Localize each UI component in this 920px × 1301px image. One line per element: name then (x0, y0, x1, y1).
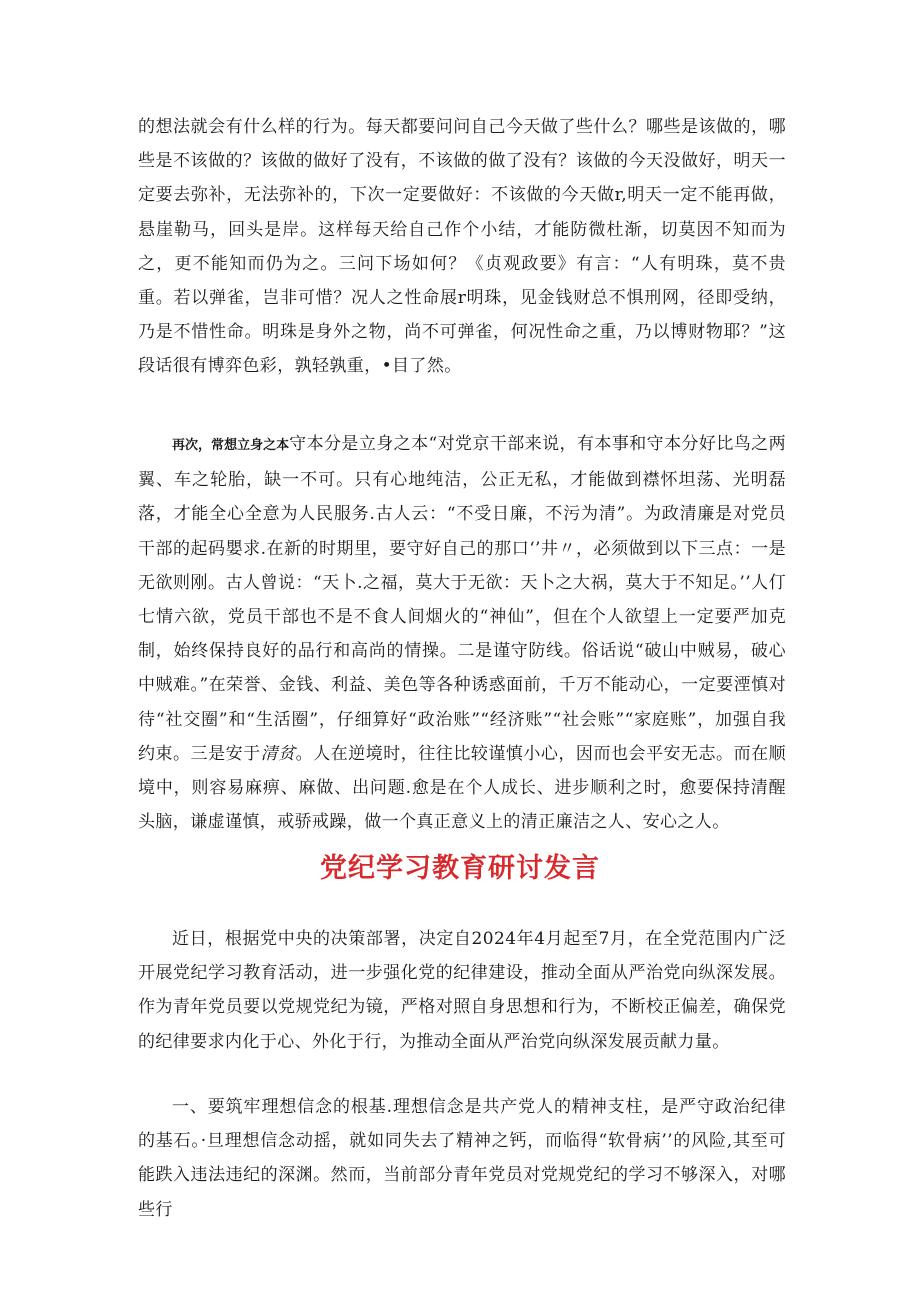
paragraph-body-part-1: 守本分是立身之本“对党京干部来说，有本事和守本分好比鸟之两翼、车之轮胎，缺一不可。只有心地纯洁，公正无私，才能做到襟怀坦荡、光明磊落，才能全心全意为人民服务.古人云：“不受日廉，不污为清”。为政清廉是对党员干部的起码嬰求.在新的时期里，要守好自己的那口‘’井〃，必须做到以下三点：一是无欲则刚。古人曾说：“天卜.之福，莫大于无欲：天卜之大祸，莫大于不知足。’’人仃七情六欲，党员干部也不是不食人间烟火的“神仙”，但在个人欲望上一定要严加克制，始终保持良好的品行和高尚的情操。二是谨守防线。俗话说“破山中贼易，破心中贼难。”在荣誉、金钱、利益、美色等各种诱惑面前，千万不能动心，一定要湮慎对待“社交圈”和“生活圈”，仔细算好“政治账”“经济账”“社会账”“家庭账”，加强自我约束。三是安于 (138, 434, 786, 764)
paragraph-lead-heading: 再次，常想立身之本 (172, 438, 290, 453)
paragraph-continuation: 的想法就会有什么样的行为。每天都要问问自己今天做了些什么？哪些是该做的，哪些是不该做的？该做的做好了没有，不该做的做了没有？该做的今天没做好，明天一定要去弥补，无法弥补的，下次一定要做好：不该做的今天做r,明天一定不能再做，悬崖勒马，回头是岸。这样每天给自己作个小结，才能防微杜渐，切莫因不知而为之，更不能知而仍为之。三问下场如何？《贞观政要》有言：“人有明珠，莫不贵重。若以弹雀，岂非可惜？况人之性命展r明珠，见金钱财总不惧刑网，径即受纳，乃是不惜性命。明珠是身外之物，尚不可弹雀，何况性命之重，乃以博财物耶？”这段话很有博弈色彩，孰轻孰重，•目了然。 (138, 117, 786, 377)
paragraph-italic-word: 清贫 (260, 743, 296, 764)
paragraph-stand-foundation (138, 427, 786, 839)
paragraph-body-part-2: 。人在逆境时，往往比较谨慎小心，因而也会平安无志。而在顺境中，则容易麻痹、麻做、出问题.愈是在个人成长、进步顺利之时，愈要保持清醒头脑，谦虚谨慎，戒骄戒躁，做一个真正意义上的清正廉洁之人、安心之人。 (138, 743, 786, 833)
article-title: 党纪学习教育研讨发言 (320, 853, 600, 884)
paragraph-intro: 近日，根据党中央的决策部署，决定自2024年4月起至7月，在全党范围内广泛开展党纪学习教育活动，进一步强化党的纪律建设，推动全面从严治党向纵深发展。作为青年党员要以党规党纪为镜，严格对照自身思想和行为，不断校正偏差，确保党的纪律要求内化于心、外化于行，为推动全面从严治党向纵深发展贡献力量。 (138, 929, 786, 1052)
paragraph-section-one: 一、要筑牢理想信念的根基.理想信念是共产党人的精神支柱，是严守政治纪律的基石。·旦理想信念动摇，就如同失去了精神之钙，而临得“软骨病’’的风险,其至可能跌入违法违纪的深渊。然而，当前部分青年党员对党规党纪的学习不够深入，对哪些行 (138, 1097, 786, 1220)
